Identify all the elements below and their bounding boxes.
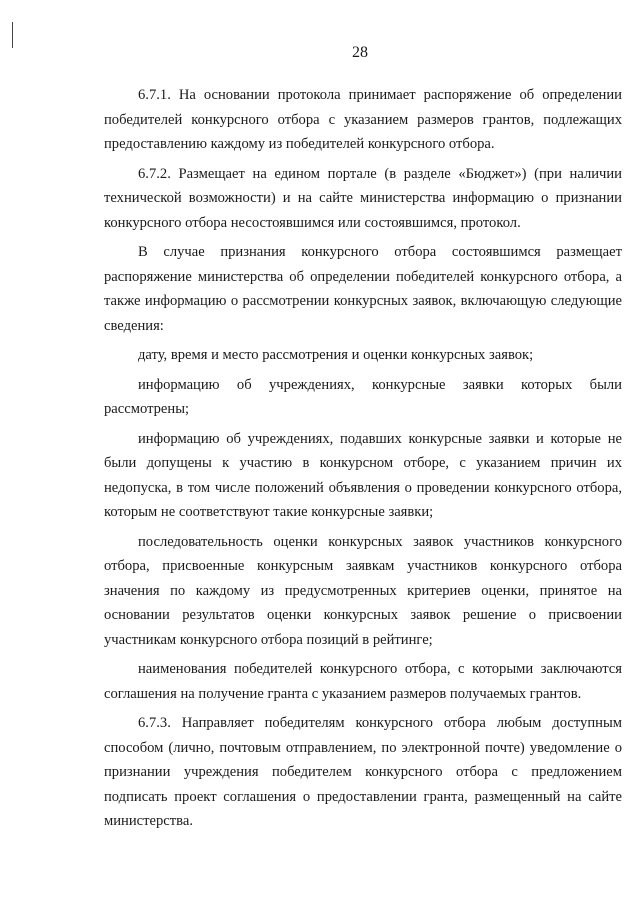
- paragraph-publication-conditions: В случае признания конкурсного отбора состоявшимся размещает распоряжение министерства об определении победителей конкурсного отбора, а также информацию о рассмотрении конкурсных заявок, включающую следующие сведения:: [104, 244, 622, 334]
- list-item-rejected-institutions: информацию об учреждениях, подавших конкурсные заявки и которые не были допущены к участию в конкурсном отборе, с указанием причин их недопуска, в том числе положений объявления о проведении конкурсного отбора, которым не соответствуют такие конкурсные заявки;: [104, 430, 622, 520]
- document-body: [104, 83, 622, 834]
- paragraph-6-7-3: 6.7.3. Направляет победителям конкурсного отбора любым доступным способом (лично, почтовым отправлением, по электронной почте) уведомление о признании учреждения победителем конкурсного отбора с предложением подписать проект соглашения о предоставлении гранта, размещенный на сайте министерства.: [104, 715, 622, 829]
- paragraph-6-7-2: 6.7.2. Размещает на едином портале (в разделе «Бюджет») (при наличии технической возможности) и на сайте министерства информацию о признании конкурсного отбора несостоявшимся или состоявшимся, протокол.: [104, 165, 622, 231]
- list-item-evaluation-sequence: последовательность оценки конкурсных заявок участников конкурсного отбора, присвоенные конкурсным заявкам участников конкурсного отбора значения по каждому из предусмотренных критериев оценки, принятое на основании результатов оценки конкурсных заявок решение о присвоении участникам конкурсного отбора позиций в рейтинге;: [104, 533, 622, 648]
- page-number: 28: [352, 44, 368, 61]
- list-item-winners: наименования победителей конкурсного отбора, с которыми заключаются соглашения на получение гранта с указанием размеров получаемых грантов.: [104, 661, 622, 702]
- list-item-date-time-place: дату, время и место рассмотрения и оценки конкурсных заявок;: [138, 347, 534, 363]
- list-item-reviewed-institutions: информацию об учреждениях, конкурсные заявки которых были рассмотрены;: [104, 376, 622, 417]
- paragraph-6-7-1: 6.7.1. На основании протокола принимает распоряжение об определении победителей конкурсного отбора с указанием размеров грантов, подлежащих предоставлению каждому из победителей конкурсного отбора.: [104, 87, 622, 152]
